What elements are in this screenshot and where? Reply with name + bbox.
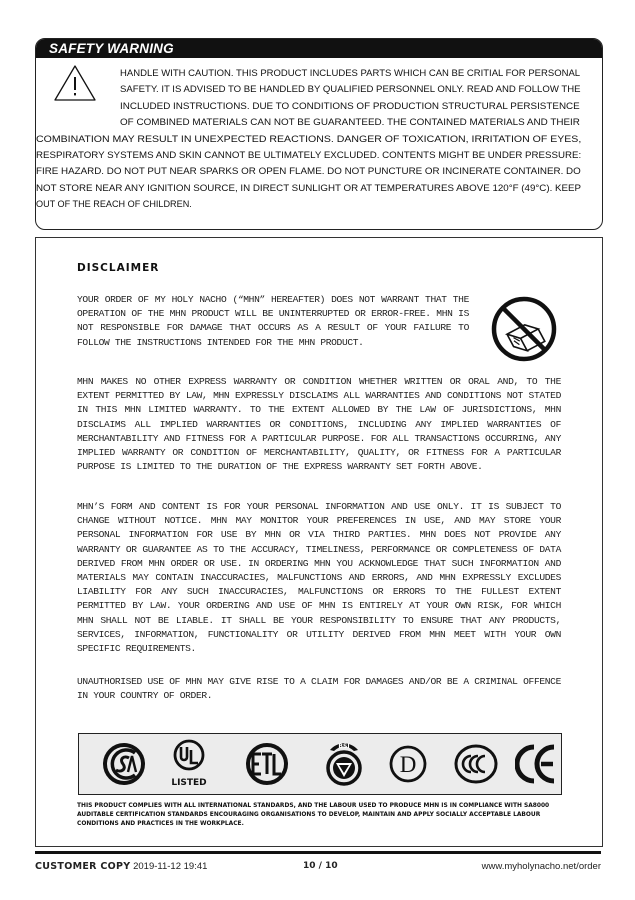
warning-line: OUT OF THE REACH OF CHILDREN. bbox=[36, 199, 192, 210]
order-datetime: 2019-11-12 19:41 bbox=[133, 861, 208, 872]
compliance-statement: THIS PRODUCT COMPLIES WITH ALL INTERNATIONAL STANDARDS, AND THE LABOUR USED TO PRODUCE MHN IS IN COMPLIANCE WITH SA8000 AUDITABLE CERTIFICATION STANDARDS ENCOURAGING ORGANISATIONS TO DEVELOP, MAINTAIN AND APPLY SOCIALLY ACCEPTABLE LABOUR CONDITIONS AND PRACTICES IN THE WORKPLACE. bbox=[77, 803, 550, 827]
warning-line: OF COMBINED MATERIALS CAN NOT BE GUARANTEED. THE CONTAINED MATERIALS AND THEIR bbox=[120, 117, 580, 128]
disclaimer-box bbox=[35, 237, 603, 847]
disclaimer-paragraph-4: UNAUTHORISED USE OF MHN MAY GIVE RISE TO A CLAIM FOR DAMAGES AND/OR BE A CRIMINAL OFFENCE IN YOUR COUNTRY OF ORDER. bbox=[77, 676, 561, 702]
disclaimer-paragraph-1: YOUR ORDER OF MY HOLY NACHO (“MHN” HEREAFTER) DOES NOT WARRANT THAT THE OPERATION OF THE MHN PRODUCT WILL BE UNINTERRUPTED OR ERROR-FREE. MHN IS NOT RESPONSIBLE FOR DAMAGE THAT OCCURS AS A RESULT OF YOUR FAILURE TO FOLLOW THE INSTRUCTIONS INTENDED FOR THE MHN PRODUCT. bbox=[77, 294, 469, 348]
customer-copy-label: CUSTOMER COPY bbox=[35, 861, 131, 872]
etl-mark-icon bbox=[243, 742, 291, 786]
warning-line: INCLUDED INSTRUCTIONS. DUE TO CONDITIONS OF PRODUCTION STRUCTURAL PERSISTENCE bbox=[120, 100, 580, 111]
warning-line: NOT STORE NEAR ANY IGNITION SOURCE, IN DIRECT SUNLIGHT OR AT TEMPERATURES ABOVE 120°F (49°C). KEEP bbox=[36, 182, 582, 193]
page-number: 10 / 10 bbox=[303, 861, 338, 871]
disclaimer-title: DISCLAIMER bbox=[77, 262, 160, 274]
no-crush-prohibition-icon bbox=[490, 295, 558, 363]
ccc-mark-icon bbox=[453, 743, 499, 785]
warning-line: HANDLE WITH CAUTION. THIS PRODUCT INCLUDES PARTS WHICH CAN BE CRITIAL FOR PERSONAL bbox=[120, 68, 581, 78]
footer-left bbox=[35, 861, 207, 872]
disclaimer-paragraph-3: MHN’S FORM AND CONTENT IS FOR YOUR PERSONAL INFORMATION AND USE ONLY. IT IS SUBJECT TO CHANGE WITHOUT NOTICE. MHN MAY MONITOR YOUR PREFERENCES IN USE, AND MAY STORE YOUR PERSONAL INFORMATION FOR USE BY MHN OR VIA THIRD PARTIES. MHN DOES NOT PROVIDE ANY WARRANTY OR GUARANTEE AS TO THE ACCURACY, TIMELINESS, PERFORMANCE OR COMPLETENESS OF DATA DERIVED FROM MHN ORDER OR USE. IN ORDERING MHN YOU ACKNOWLEDGE THAT SUCH INFORMATION AND MATERIALS MAY CONTAIN INACCURACIES, MALFUNCTIONS AND ERRORS, AND MHN EXPRESSLY EXCLUDES LIABILITY FOR ANY SUCH INACCURACIES, MALFUNCTIONS OR ERRORS TO THE FULLEST EXTENT PERMITTED BY LAW. YOUR ORDERING AND USE OF MHN IS ENTIRELY AT YOUR OWN RISK, FOR WHICH MHN SHALL NOT BE LIABLE. IT SHALL BE YOUR RESPONSIBILITY TO ENSURE THAT ANY PRODUCTS, SERVICES, INFORMATION, FUNCTIONALITY OR UTILITY DERIVED FROM MHN MEET WITH YOUR OWN SPECIFIC REQUIREMENTS. bbox=[77, 501, 561, 655]
footer-divider bbox=[35, 851, 601, 854]
csa-mark-icon bbox=[101, 742, 147, 786]
ce-mark-icon bbox=[515, 742, 557, 786]
disclaimer-paragraph-2: MHN MAKES NO OTHER EXPRESS WARRANTY OR CONDITION WHETHER WRITTEN OR ORAL AND, TO THE EXTENT PERMITTED BY LAW, MHN EXPRESSLY DISCLAIMS ALL WARRANTIES AND CONDITIONS NOT STATED IN THIS MHN LIMITED WARRANTY. TO THE EXTENT ALLOWED BY THE LAW OF JURISDICTIONS, MHN DISCLAIMS ALL IMPLIED WARRANTIES OR CONDITIONS, INCLUDING ANY IMPLIED WARRANTIES OF MERCHANTABILITY AND FITNESS FOR A PARTICULAR PURPOSE. FOR ALL TRANSACTIONS OCCURRING, ANY IMPLIED WARRANTY OR CONDITION OF MERCHANTABILITY, QUALITY, OR FITNESS FOR A PARTICULAR PURPOSE IS LIMITED TO THE DURATION OF THE EXPRESS WARRANTY SET FORTH ABOVE. bbox=[77, 376, 561, 473]
bsi-kitemark-icon bbox=[320, 736, 368, 790]
warning-line: RESPIRATORY SYSTEMS AND SKIN CANNOT BE ULTIMATELY EXCLUDED. CONTENTS MIGHT BE UNDER PRESSURE: bbox=[36, 150, 582, 160]
ul-listed-label: LISTED bbox=[171, 778, 207, 788]
warning-triangle-icon bbox=[53, 63, 97, 103]
warning-line: SAFETY. IT IS ADVISED TO BE HANDLED BY QUALIFIED PERSONNEL ONLY. READ AND FOLLOW THE bbox=[120, 84, 581, 95]
warning-line: COMBINATION MAY RESULT IN UNEXPECTED REACTIONS. DANGER OF TOXICATION, IRRITATION OF EYES, bbox=[36, 133, 582, 144]
order-url-link[interactable]: www.myholynacho.net/order bbox=[481, 861, 601, 872]
ul-listed-mark-icon bbox=[169, 739, 209, 789]
warning-line: FIRE HAZARD. DO NOT PUT NEAR SPARKS OR OPEN FLAME. DO NOT PUNCTURE OR INCINERATE CONTAINER. DO bbox=[36, 166, 581, 177]
certification-bar bbox=[78, 733, 562, 795]
d-mark-label: D bbox=[399, 752, 417, 777]
d-mark-icon bbox=[387, 744, 429, 784]
safety-warning-box bbox=[35, 38, 603, 230]
safety-warning-title: SAFETY WARNING bbox=[36, 39, 602, 58]
bsi-label: BSI bbox=[338, 743, 350, 750]
